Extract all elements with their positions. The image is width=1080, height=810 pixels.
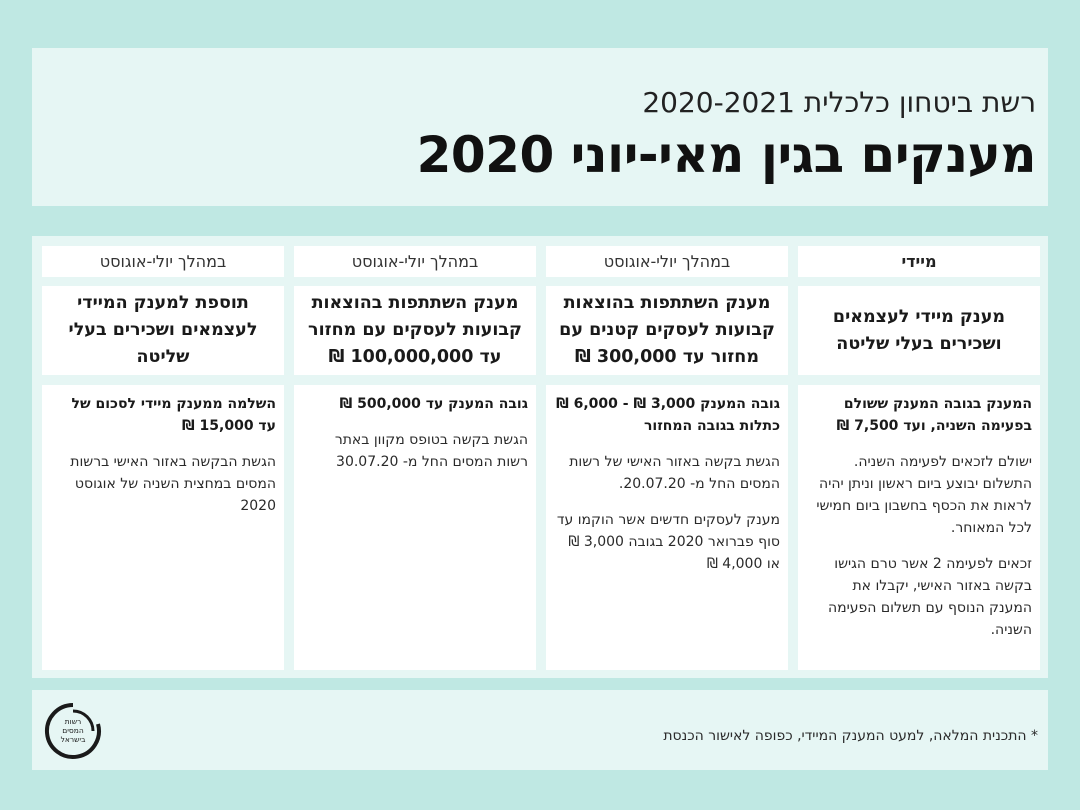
timing-tag: במהלך יולי-אוגוסט <box>546 246 788 277</box>
grant-heading: מענק השתתפות בהוצאות קבועות לעסקים עם מחזור עד 100,000,000 ₪ <box>294 286 536 375</box>
timing-tag: מיידי <box>798 246 1040 277</box>
grant-heading: מענק השתתפות בהוצאות קבועות לעסקים קטנים עם מחזור עד 300,000 ₪ <box>546 286 788 375</box>
page-title: מענקים בגין מאי-יוני 2020 <box>416 126 1036 184</box>
page-subtitle: רשת ביטחון כלכלית 2020-2021 <box>642 86 1036 119</box>
header-panel <box>32 48 1048 206</box>
grant-detail-text: הגשת בקשה בטופס מקוון באתר רשות המסים החל מ- 30.07.20 <box>334 432 528 470</box>
grant-details <box>42 385 284 670</box>
grant-details <box>798 385 1040 670</box>
grant-detail-text: זכאים לפעימה 2 אשר טרם הגישו בקשה באזור האישי, יקבלו את המענק הנוסף עם תשלום הפעימה השניה. <box>827 556 1032 638</box>
grant-amount-text: גובה המענק עד 500,000 ₪ <box>339 396 528 412</box>
grant-amount-text: המענק בגובה המענק ששולם בפעימה השניה, ועד 7,500 ₪ <box>836 396 1032 434</box>
grants-columns <box>32 236 1048 678</box>
svg-text:המסים: המסים <box>62 726 84 735</box>
grant-detail-text: הגשת הבקשה באזור האישי ברשות המסים במחצית השניה של אוגוסט 2020 <box>70 454 276 514</box>
grant-amount-text: גובה המענק 3,000 ₪ - 6,000 ₪ כתלות בגובה המחזור <box>556 396 780 434</box>
grant-amount-text: השלמה ממענק מיידי לסכום של עד 15,000 ₪ <box>71 396 276 434</box>
footnote: * התכנית המלאה, למעט המענק המיידי, כפופה לאישור הכנסת <box>663 728 1038 744</box>
grant-heading: מענק מיידי לעצמאים ושכירים בעלי שליטה <box>798 286 1040 375</box>
grant-detail-text: הגשת בקשה באזור האישי של רשות המסים החל מ- 20.07.20. <box>569 454 780 492</box>
grant-heading: תוספת למענק המיידי לעצמאים ושכירים בעלי שליטה <box>42 286 284 375</box>
svg-text:רשות: רשות <box>64 717 82 726</box>
timing-tag: במהלך יולי-אוגוסט <box>294 246 536 277</box>
grant-details <box>546 385 788 670</box>
footer-panel <box>32 690 1048 770</box>
svg-text:בישראל: בישראל <box>60 735 86 744</box>
grant-detail-text: מענק לעסקים חדשים אשר הוקמו עד סוף פברואר 2020 בגובה 3,000 ₪ או 4,000 ₪ <box>556 512 780 572</box>
grant-detail-text: ישולם לזכאים לפעימה השניה. התשלום יבוצע ביום ראשון וניתן יהיה לראות את הכסף בחשבון ביום חמישי לכל המאוחר. <box>816 454 1032 536</box>
grant-details <box>294 385 536 670</box>
tax-authority-logo-icon <box>44 702 102 760</box>
timing-tag: במהלך יולי-אוגוסט <box>42 246 284 277</box>
